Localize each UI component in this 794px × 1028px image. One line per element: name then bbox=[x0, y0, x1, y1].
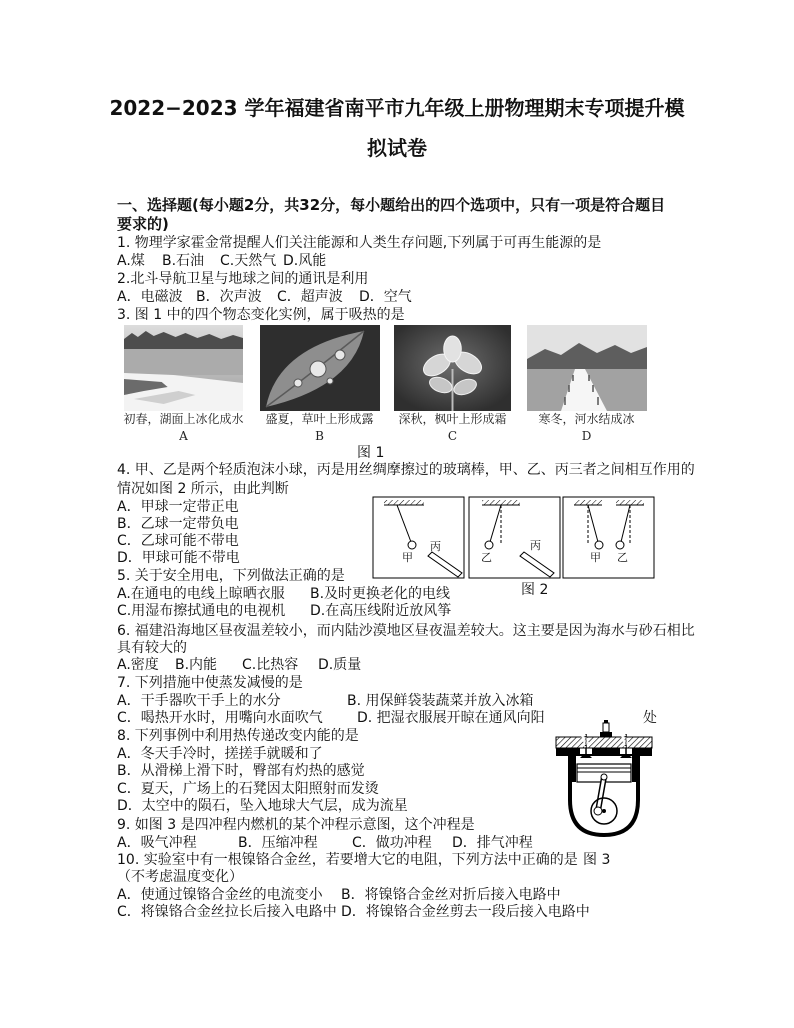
q9-stem: 9. 如图 3 是四冲程内燃机的某个冲程示意图，这个冲程是 bbox=[117, 817, 475, 833]
ball-jia-label: 甲 bbox=[402, 551, 413, 564]
q4-stem-line-1: 4. 甲、乙是两个轻质泡沫小球，丙是用丝绸摩擦过的玻璃棒，甲、乙、丙三者之间相互作用的 bbox=[117, 462, 695, 478]
ball-jia-label: 甲 bbox=[590, 551, 601, 564]
figure-1-letter-a: A bbox=[179, 429, 188, 443]
figure-1-letter-b: B bbox=[315, 429, 324, 443]
ceiling-support bbox=[482, 500, 520, 505]
photo-lake-ice-melting bbox=[124, 325, 243, 411]
panel-frame bbox=[469, 497, 560, 578]
q4-option-c: C．乙球可能不带电 bbox=[117, 533, 239, 549]
q1-option-b: B.石油 bbox=[162, 253, 205, 269]
q8-option-a: A．冬天手冷时，搓搓手就暖和了 bbox=[117, 746, 323, 762]
figure-1-caption-c: 深秋，枫叶上形成霜 bbox=[398, 412, 507, 426]
q6-stem-line-2: 具有较大的 bbox=[117, 640, 187, 656]
photo-b-dew-drop bbox=[310, 361, 326, 377]
ball-yi bbox=[616, 541, 624, 549]
rod-bing-label: 丙 bbox=[430, 540, 441, 553]
q2-stem: 2.北斗导航卫星与地球之间的通讯是利用 bbox=[117, 271, 369, 287]
figure-1-letter-d: D bbox=[581, 429, 592, 443]
figure-1-label: 图 1 bbox=[357, 445, 385, 461]
photo-b-dew-drop bbox=[335, 350, 345, 360]
photo-dew-on-leaf bbox=[260, 325, 380, 411]
thread bbox=[490, 505, 501, 542]
figure-2-panel-1 bbox=[373, 497, 464, 578]
photo-b-dew-drop bbox=[327, 378, 333, 384]
piston-pin bbox=[601, 774, 607, 780]
crank-axle bbox=[602, 809, 606, 813]
q3-stem: 3. 图 1 中的四个物态变化实例，属于吸热的是 bbox=[117, 307, 405, 323]
q4-option-a: A．甲球一定带正电 bbox=[117, 499, 239, 515]
exam-title-line-2: 拟试卷 bbox=[367, 136, 427, 160]
q10-option-a: A．使通过镍铬合金丝的电流变小 bbox=[117, 887, 323, 903]
q10-option-d: D．将镍铬合金丝剪去一段后接入电路中 bbox=[341, 904, 590, 920]
q5-option-a: A.在通电的电线上晾晒衣服 bbox=[117, 586, 285, 602]
section-heading-line-1: 一、选择题(每小题2分，共32分，每小题给出的四个选项中，只有一项是符合题目 bbox=[117, 196, 666, 214]
ceiling-support bbox=[384, 500, 424, 505]
q5-option-c: C.用湿布擦拭通电的电视机 bbox=[117, 603, 286, 619]
q5-option-b: B.及时更换老化的电线 bbox=[310, 586, 451, 602]
q8-option-b: B．从滑梯上滑下时，臀部有灼热的感觉 bbox=[117, 763, 365, 779]
q1-stem: 1. 物理学家霍金常提醒人们关注能源和人类生存问题,下列属于可再生能源的是 bbox=[117, 235, 602, 251]
q6-option-b: B.内能 bbox=[175, 657, 218, 673]
q5-option-d: D.在高压线附近放风筝 bbox=[310, 603, 452, 619]
exam-title-line-1: 2022−2023 学年福建省南平市九年级上册物理期末专项提升模 bbox=[109, 96, 685, 120]
photo-a-lake-water bbox=[124, 349, 243, 375]
photo-frozen-river bbox=[527, 325, 647, 411]
q1-option-a: A.煤 bbox=[117, 253, 145, 269]
q7-option-c: C．喝热开水时，用嘴向水面吹气 bbox=[117, 710, 323, 726]
ball-yi-label: 乙 bbox=[481, 551, 492, 564]
figure-1-caption-a: 初春，湖面上冰化成水 bbox=[123, 412, 244, 426]
cylinder-head bbox=[556, 737, 652, 748]
q10-stem-line-1: 10. 实验室中有一根镍铬合金丝，若要增大它的电阻，下列方法中正确的是 bbox=[117, 852, 578, 868]
photo-b-dew-drop bbox=[294, 379, 302, 387]
ball-yi-label: 乙 bbox=[617, 551, 628, 564]
q7-stem: 7. 下列措施中使蒸发减慢的是 bbox=[117, 675, 303, 691]
ceiling-support-left bbox=[574, 500, 602, 505]
q5-stem: 5. 关于安全用电，下列做法正确的是 bbox=[117, 568, 345, 584]
q6-stem-line-1: 6. 福建沿海地区昼夜温差较小，而内陆沙漠地区昼夜温差较大。这主要是因为海水与砂石相比 bbox=[117, 623, 695, 639]
photo-c-frosty-leaf bbox=[444, 336, 462, 362]
figure-1-letter-c: C bbox=[447, 429, 458, 443]
spark-plug bbox=[603, 723, 609, 732]
glass-rod bbox=[428, 552, 462, 577]
q4-option-d: D．甲球可能不带电 bbox=[117, 550, 240, 566]
figure-1-caption-d: 寒冬，河水结成冰 bbox=[538, 412, 635, 426]
crank-pin bbox=[594, 807, 602, 815]
rod-bing-label: 丙 bbox=[530, 539, 541, 552]
spark-plug-base bbox=[600, 732, 612, 737]
q1-option-d: D.风能 bbox=[283, 253, 327, 269]
q9-option-d: D．排气冲程 bbox=[452, 835, 533, 851]
thread bbox=[588, 505, 598, 542]
q7-option-d-tail: 处 bbox=[643, 710, 657, 726]
q6-option-d: D.质量 bbox=[318, 657, 362, 673]
glass-rod bbox=[520, 552, 554, 577]
ball-yi bbox=[485, 541, 493, 549]
q6-option-a: A.密度 bbox=[117, 657, 159, 673]
q4-stem-line-2: 情况如图 2 所示，由此判断 bbox=[117, 481, 289, 497]
thread bbox=[621, 505, 630, 542]
q8-stem: 8. 下列事例中利用热传递改变内能的是 bbox=[117, 728, 359, 744]
ball-jia bbox=[408, 541, 416, 549]
figure-3-engine-diagram bbox=[548, 720, 658, 840]
section-heading-line-2: 要求的) bbox=[117, 215, 169, 233]
q9-option-a: A．吸气冲程 bbox=[117, 835, 197, 851]
q2-option-d: D．空气 bbox=[359, 289, 412, 305]
panel-frame bbox=[563, 497, 654, 578]
figure-2-diagram bbox=[370, 494, 660, 582]
q1-option-c: C.天然气 bbox=[220, 253, 277, 269]
q10-option-b: B．将镍铬合金丝对折后接入电路中 bbox=[341, 887, 561, 903]
q8-option-c: C．夏天，广场上的石凳因太阳照射而发烫 bbox=[117, 781, 379, 797]
q4-option-b: B．乙球一定带负电 bbox=[117, 516, 239, 532]
q7-option-b: B. 用保鲜袋装蔬菜并放入冰箱 bbox=[347, 693, 534, 709]
thread bbox=[397, 505, 411, 542]
figure-3-label: 图 3 bbox=[583, 852, 611, 868]
q2-option-a: A．电磁波 bbox=[117, 289, 183, 305]
q8-option-d: D．太空中的陨石，坠入地球大气层，成为流星 bbox=[117, 798, 408, 814]
figure-1-caption-b: 盛夏，草叶上形成露 bbox=[265, 412, 374, 426]
q2-option-c: C．超声波 bbox=[277, 289, 343, 305]
figure-2-panel-3 bbox=[563, 497, 654, 578]
q6-option-c: C.比热容 bbox=[242, 657, 299, 673]
ball-jia bbox=[595, 541, 603, 549]
ceiling-support-right bbox=[616, 500, 644, 505]
q10-stem-line-2: （不考虑温度变化） bbox=[117, 869, 243, 885]
q9-option-c: C．做功冲程 bbox=[352, 835, 432, 851]
q10-option-c: C．将镍铬合金丝拉长后接入电路中 bbox=[117, 904, 337, 920]
figure-2-panel-2 bbox=[469, 497, 560, 578]
figure-2-label: 图 2 bbox=[521, 582, 549, 598]
photo-frost-on-leaves bbox=[394, 325, 511, 411]
q7-option-a: A．干手器吹干手上的水分 bbox=[117, 693, 281, 709]
q2-option-b: B．次声波 bbox=[196, 289, 262, 305]
q9-option-b: B．压缩冲程 bbox=[238, 835, 318, 851]
q7-option-d: D. 把湿衣服展开晾在通风向阳 bbox=[357, 710, 545, 726]
